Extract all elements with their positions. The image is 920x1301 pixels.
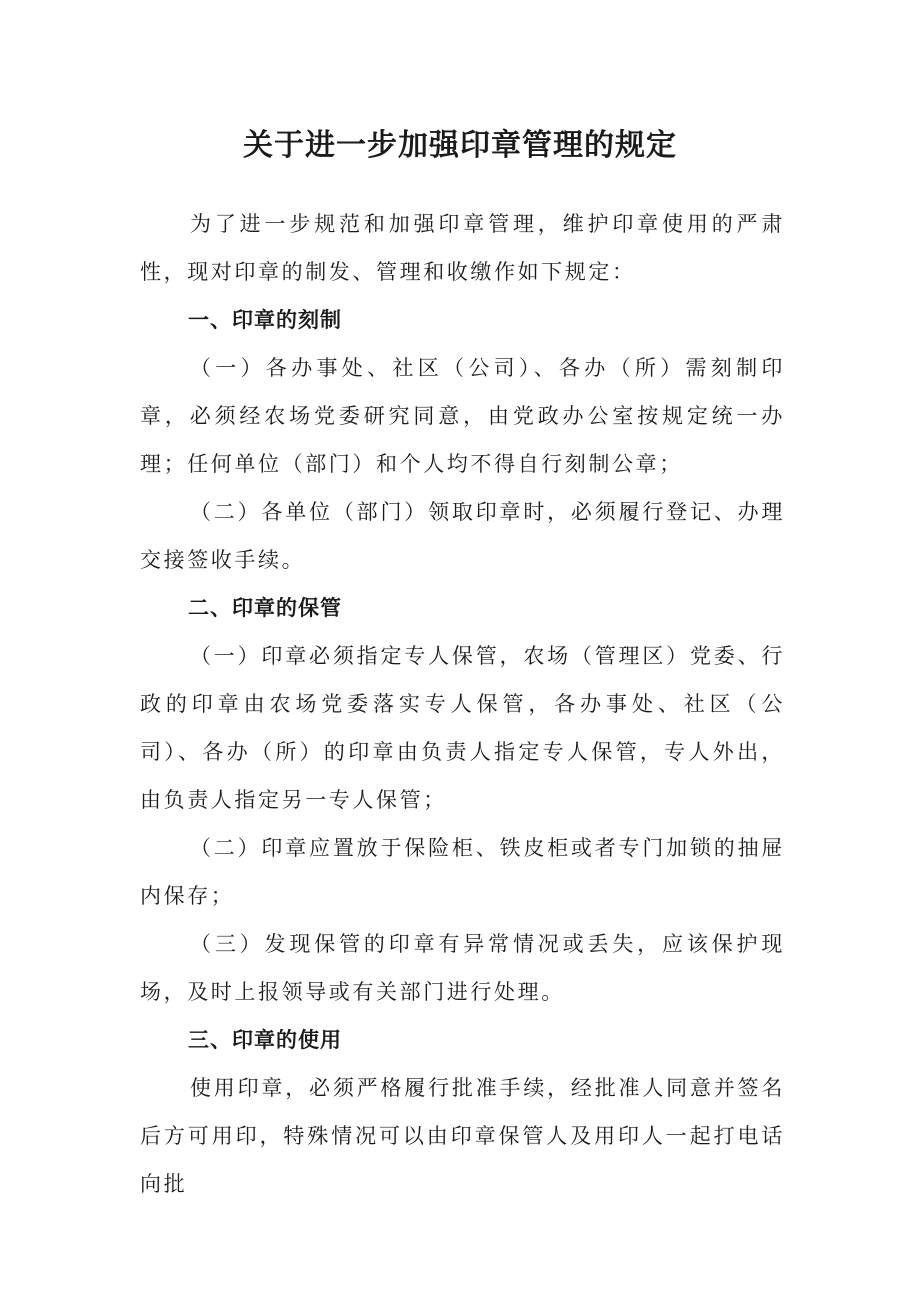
custody-paragraph-2: （二）印章应置放于保险柜、铁皮柜或者专门加锁的抽屉内保存； bbox=[140, 836, 785, 908]
intro-paragraph: 为了进一步规范和加强印章管理，维护印章使用的严肃性，现对印章的制发、管理和收缴作如下规定： bbox=[140, 212, 785, 284]
engraving-paragraph-1: （一）各办事处、社区（公司）、各办（所）需刻制印章，必须经农场党委研究同意，由党政办公室按规定统一办理；任何单位（部门）和个人均不得自行刻制公章； bbox=[140, 356, 785, 476]
usage-paragraph-1: 使用印章，必须严格履行批准手续，经批准人同意并签名后方可用印，特殊情况可以由印章保管人及用印人一起打电话向批 bbox=[140, 1076, 785, 1196]
engraving-paragraph-2: （二）各单位（部门）领取印章时，必须履行登记、办理交接签收手续。 bbox=[140, 500, 785, 572]
document-body bbox=[140, 200, 785, 1208]
custody-paragraph-3: （三）发现保管的印章有异常情况或丢失，应该保护现场，及时上报领导或有关部门进行处理。 bbox=[140, 932, 785, 1004]
section-heading-custody: 二、印章的保管 bbox=[188, 596, 342, 620]
document-title: 关于进一步加强印章管理的规定 bbox=[243, 128, 677, 163]
section-heading-engraving: 一、印章的刻制 bbox=[188, 308, 342, 332]
section-heading-usage: 三、印章的使用 bbox=[188, 1028, 342, 1052]
custody-paragraph-1: （一）印章必须指定专人保管，农场（管理区）党委、行政的印章由农场党委落实专人保管，各办事处、社区（公司）、各办（所）的印章由负责人指定专人保管，专人外出，由负责人指定另一专人保管； bbox=[140, 644, 785, 812]
